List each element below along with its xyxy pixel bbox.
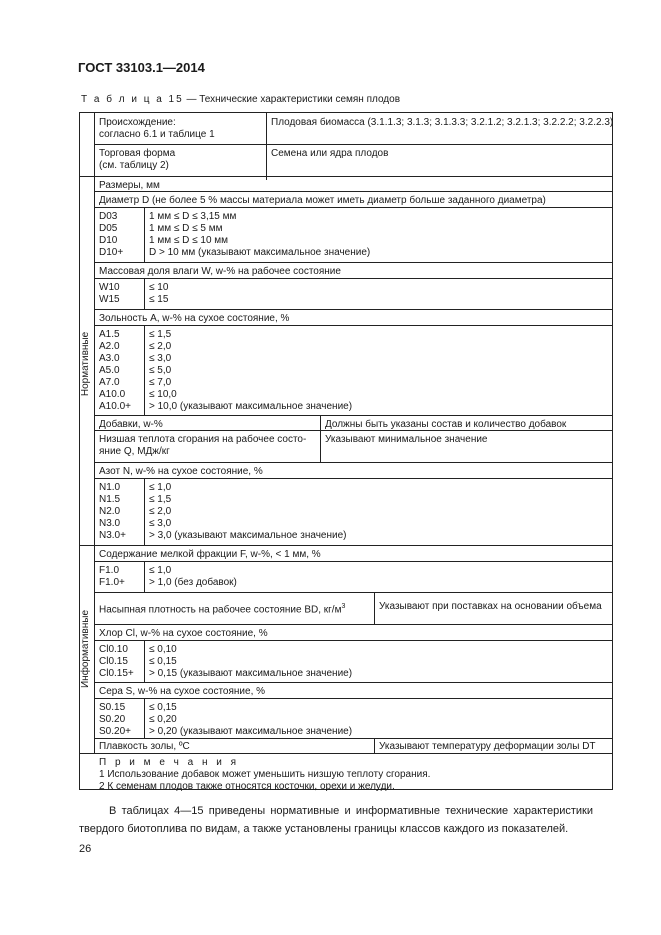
note-item: 2 К семенам плодов также относятся косточки, орехи и желуди.	[99, 781, 395, 792]
sulfur-title: Сера S, w-% на сухое состояние, %	[99, 686, 266, 697]
nitrogen-values	[146, 480, 349, 544]
nitrogen-title: Азот N, w-% на сухое состояние, %	[99, 466, 263, 477]
value: ≤ 7,0	[149, 377, 172, 388]
additives-label: Добавки, w-%	[99, 419, 163, 430]
ash-codes	[96, 327, 134, 415]
diameter-codes	[96, 209, 126, 261]
additives-value: Должны быть указаны состав и количество добавок	[325, 419, 567, 430]
value: ≤ 2,0	[149, 506, 172, 517]
value: > 1,0 (без добавок)	[149, 577, 237, 588]
fines-title: Содержание мелкой фракции F, w-%, < 1 мм, %	[99, 549, 321, 560]
code: N1.0	[99, 482, 121, 493]
value: 1 мм ≤ D ≤ 5 мм	[149, 223, 223, 234]
value: D > 10 мм (указывают максимальное значение)	[149, 247, 371, 258]
sulfur-codes	[96, 700, 134, 740]
sulfur-values	[146, 700, 355, 740]
moisture-title: Массовая доля влаги W, w-% на рабочее состояние	[99, 266, 341, 277]
closing-paragraph: В таблицах 4—15 приведены нормативные и информативные технические характеристики твердого биотоплива по видам, а также установлены границы классов каждого из показателей.	[79, 805, 593, 835]
document-id: ГОСТ 33103.1—2014	[78, 60, 205, 75]
moisture-codes	[96, 280, 123, 308]
specs-table	[79, 112, 613, 790]
value: ≤ 1,5	[149, 329, 172, 340]
code: A10.0+	[99, 401, 131, 412]
origin-label: Происхождение:	[99, 117, 176, 128]
code: A7.0	[99, 377, 120, 388]
moisture-values	[146, 280, 171, 308]
value: ≤ 3,0	[149, 518, 172, 529]
form-value: Семена или ядра плодов	[271, 148, 389, 159]
code: S0.20+	[99, 726, 131, 737]
group-normative: Нормативные	[80, 331, 91, 397]
code: D10	[99, 235, 118, 246]
value: ≤ 15	[149, 294, 169, 305]
code: A3.0	[99, 353, 120, 364]
caption-prefix: Т а б л и ц а 15	[81, 94, 184, 105]
code: Cl0.15+	[99, 668, 134, 679]
code: D03	[99, 211, 118, 222]
bulk-label-sup: 3	[341, 603, 346, 610]
value: ≤ 0,10	[149, 644, 177, 655]
table-caption	[81, 94, 400, 105]
calorific-line-1: Низшая теплота сгорания на рабочее состо-	[99, 434, 307, 445]
notes-title: П р и м е ч а н и я	[99, 757, 240, 768]
code: F1.0+	[99, 577, 125, 588]
ash-melting-value: Указывают температуру деформации золы DT	[379, 741, 596, 752]
origin-label-cell	[96, 115, 266, 143]
note-item: 1 Использование добавок может уменьшить низшую теплоту сгорания.	[99, 769, 431, 780]
code: Cl0.15	[99, 656, 128, 667]
diameter-values	[146, 209, 373, 261]
value: ≤ 0,20	[149, 714, 177, 725]
value: ≤ 1,0	[149, 482, 172, 493]
code: S0.15	[99, 702, 126, 713]
code: A10.0	[99, 389, 126, 400]
code: N3.0+	[99, 530, 126, 541]
code: S0.20	[99, 714, 126, 725]
bulk-label-text: Насыпная плотность на рабочее состояние BD, кг/м	[99, 604, 342, 616]
fines-values	[146, 563, 240, 591]
caption-text: — Технические характеристики семян плодов	[183, 94, 401, 105]
value: > 0,20 (указывают максимальное значение)	[149, 726, 353, 737]
code: N3.0	[99, 518, 121, 529]
code: W15	[99, 294, 120, 305]
chlorine-codes	[96, 642, 137, 682]
value: ≤ 2,0	[149, 341, 172, 352]
value: ≤ 0,15	[149, 702, 177, 713]
value: ≤ 1,5	[149, 494, 172, 505]
origin-ref: согласно 6.1 и таблице 1	[99, 129, 215, 140]
group-informative: Информативные	[80, 609, 91, 689]
calorific-label	[96, 432, 309, 460]
code: D10+	[99, 247, 124, 258]
code: Cl0.10	[99, 644, 128, 655]
chlorine-values	[146, 642, 355, 682]
form-ref: (см. таблицу 2)	[99, 160, 169, 171]
calorific-line-2: яние Q, МДж/кг	[99, 446, 170, 457]
value: > 3,0 (указывают максимальное значение)	[149, 530, 347, 541]
diameter-title: Диаметр D (не более 5 % массы материала может иметь диаметр больше заданного диаметра)	[99, 195, 546, 206]
bulk-density-label	[96, 599, 348, 618]
bulk-density-value: Указывают при поставках на основании объема	[379, 601, 602, 612]
ash-melting-label: Плавкость золы, ºC	[99, 741, 190, 752]
value: ≤ 0,15	[149, 656, 177, 667]
form-label-cell	[96, 146, 178, 174]
form-label: Торговая форма	[99, 148, 176, 159]
code: N1.5	[99, 494, 121, 505]
code: F1.0	[99, 565, 120, 576]
value: ≤ 1,0	[149, 565, 172, 576]
ash-values	[146, 327, 355, 415]
value: 1 мм ≤ D ≤ 10 мм	[149, 235, 229, 246]
value: > 10,0 (указывают максимальное значение)	[149, 401, 353, 412]
fines-codes	[96, 563, 128, 591]
code: A2.0	[99, 341, 120, 352]
value: ≤ 10,0	[149, 389, 177, 400]
code: A1.5	[99, 329, 120, 340]
chlorine-title: Хлор Cl, w-% на сухое состояние, %	[99, 628, 268, 639]
value: 1 мм ≤ D ≤ 3,15 мм	[149, 211, 237, 222]
ash-title: Зольность A, w-% на сухое состояние, %	[99, 313, 290, 324]
value: ≤ 10	[149, 282, 169, 293]
code: A5.0	[99, 365, 120, 376]
value: ≤ 3,0	[149, 353, 172, 364]
nitrogen-codes	[96, 480, 129, 544]
code: N2.0	[99, 506, 121, 517]
page-number: 26	[79, 843, 92, 855]
code: D05	[99, 223, 118, 234]
size-title: Размеры, мм	[99, 180, 160, 191]
code: W10	[99, 282, 120, 293]
notes-block	[96, 755, 433, 795]
value: ≤ 5,0	[149, 365, 172, 376]
calorific-value: Указывают минимальное значение	[325, 434, 488, 445]
origin-value: Плодовая биомасса (3.1.1.3; 3.1.3; 3.1.3.3; 3.2.1.2; 3.2.1.3; 3.2.2.2; 3.2.2.3)	[271, 117, 614, 128]
value: > 0,15 (указывают максимальное значение)	[149, 668, 353, 679]
